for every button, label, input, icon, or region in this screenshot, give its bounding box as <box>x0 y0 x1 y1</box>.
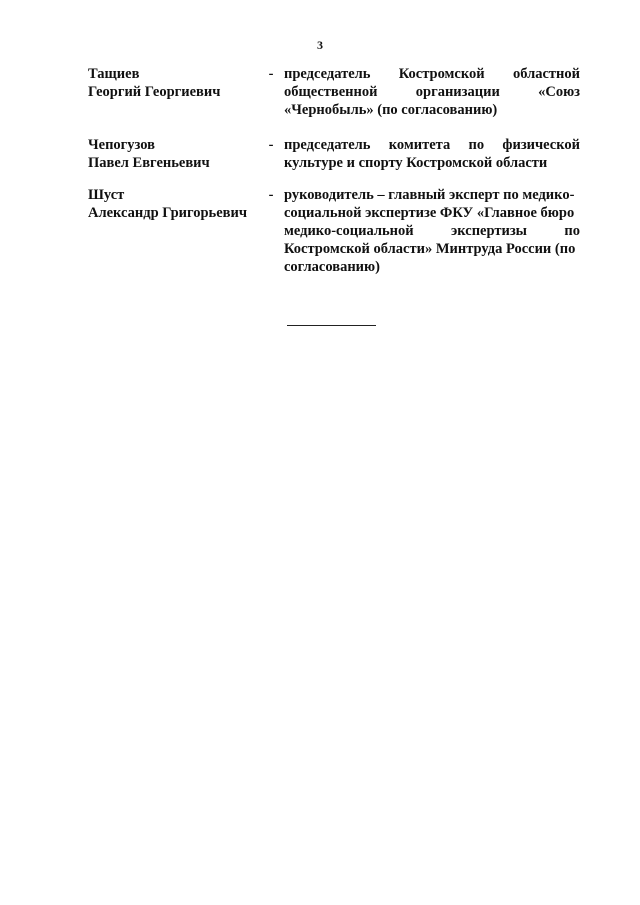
member-given-names: Александр Григорьевич <box>88 205 248 221</box>
member-name <box>88 136 258 172</box>
role-line: руководитель – главный эксперт по медико- <box>284 187 575 203</box>
member-entry-shust <box>88 186 580 276</box>
member-entry-tashchiev <box>88 65 580 119</box>
page-number: 3 <box>317 38 323 52</box>
role-line: Костромской области» Минтруда России (по <box>284 241 576 257</box>
member-given-names: Павел Евгеньевич <box>88 155 210 171</box>
dash-separator: - <box>268 66 274 82</box>
role-line: медико-социальной экспертизы по <box>284 223 580 239</box>
member-entry-chepoguzov <box>88 136 580 172</box>
member-role <box>284 186 580 276</box>
member-name <box>88 65 258 119</box>
end-of-list-rule <box>287 325 376 326</box>
role-line: председатель Костромской областной <box>284 66 580 82</box>
dash-separator: - <box>268 187 274 203</box>
dash-separator: - <box>268 137 274 153</box>
member-name <box>88 186 258 276</box>
member-surname: Шуст <box>88 187 125 203</box>
member-surname: Тащиев <box>88 66 140 82</box>
role-line: председатель комитета по физической <box>284 137 580 153</box>
role-line: социальной экспертизе ФКУ «Главное бюро <box>284 205 575 221</box>
role-line: общественной организации «Союз <box>284 84 580 100</box>
member-role <box>284 65 580 119</box>
member-role <box>284 136 580 172</box>
member-surname: Чепогузов <box>88 137 155 153</box>
role-line: культуре и спорту Костромской области <box>284 155 548 171</box>
member-given-names: Георгий Георгиевич <box>88 84 221 100</box>
role-line: «Чернобыль» (по согласованию) <box>284 102 498 118</box>
role-line: согласованию) <box>284 259 380 275</box>
